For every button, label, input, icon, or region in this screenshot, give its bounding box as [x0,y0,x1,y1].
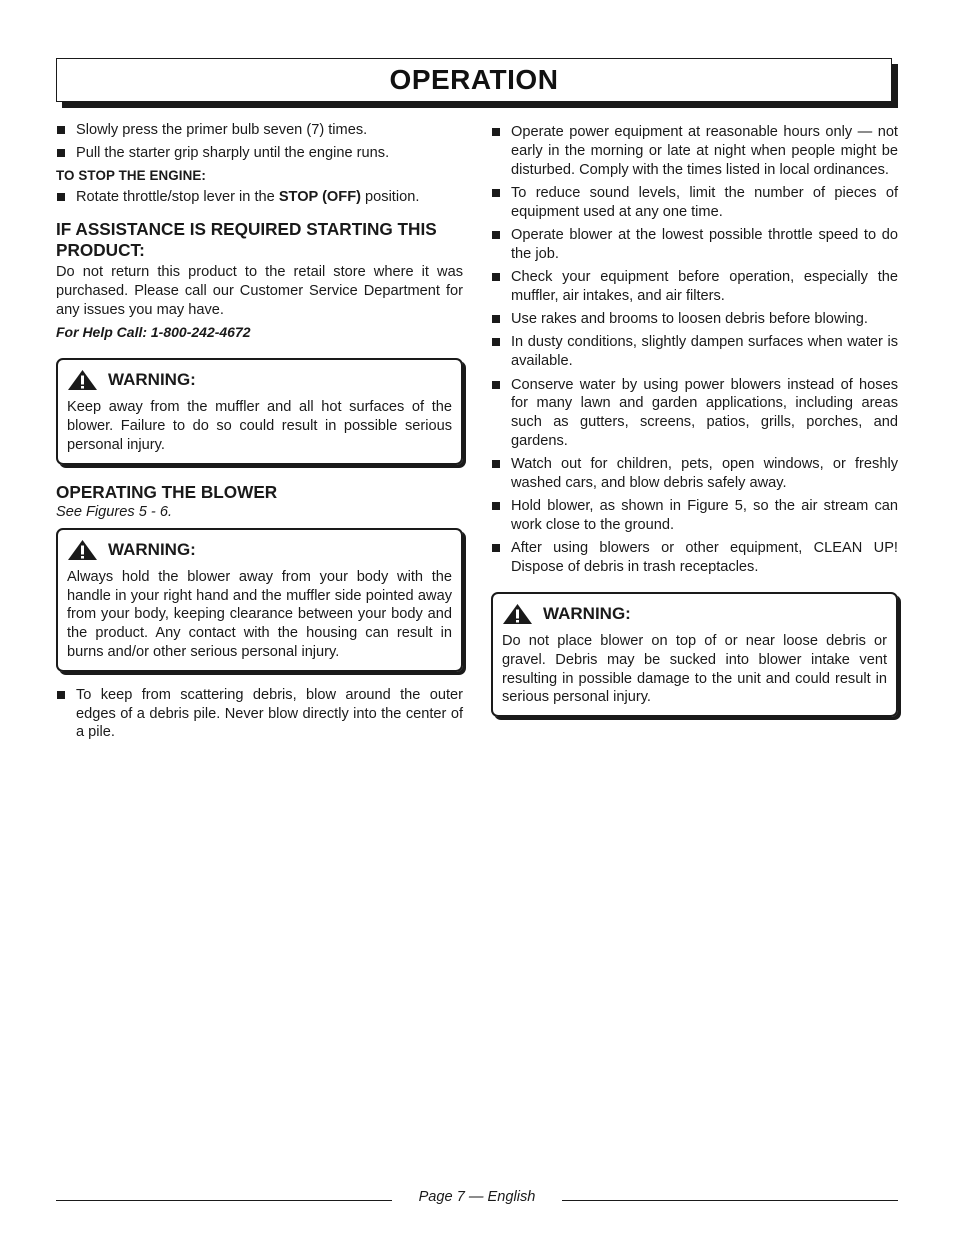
footer-rule-left [56,1200,392,1201]
bullet-check-equipment: Check your equipment before operation, especially the muffler, air intakes, and air filters. [491,268,898,306]
warning-triangle-icon [67,539,98,561]
bullet-rakes-brooms: Use rakes and brooms to loosen debris before blowing. [491,310,898,329]
bullet-hold-blower: Hold blower, as shown in Figure 5, so the air stream can work close to the ground. [491,497,898,535]
warning-label: WARNING: [543,604,631,624]
warning-text: Keep away from the muffler and all hot surfaces of the blower. Failure to do so could result in possible serious personal injury. [67,399,452,453]
right-column [491,123,898,717]
bullet-reasonable-hours: Operate power equipment at reasonable hours only — not early in the morning or late at night when people might be disturbed. Comply with the times listed in local ordinances. [491,123,898,179]
warning-box-hold-blower [56,528,463,672]
assist-heading: IF ASSISTANCE IS REQUIRED STARTING THIS PRODUCT: [56,219,437,261]
bullet-starter-grip: Pull the starter grip sharply until the engine runs. [56,144,463,163]
stop-text-after: position. [360,188,420,205]
warning-label: WARNING: [108,370,196,390]
help-call-line: For Help Call: 1-800-242-4672 [56,324,251,341]
warning-triangle-icon [502,603,533,625]
warning-header [67,539,452,561]
bullet-throttle-speed: Operate blower at the lowest possible throttle speed to do the job. [491,226,898,264]
bullet-clean-up: After using blowers or other equipment, CLEAN UP! Dispose of debris in trash receptacles. [491,539,898,577]
bullet-sound-levels: To reduce sound levels, limit the number of pieces of equipment used at any one time. [491,184,898,222]
warning-label: WARNING: [108,539,196,559]
warning-box-loose-debris [491,592,898,717]
warning-text: Do not place blower on top of or near loose debris or gravel. Debris may be sucked into blower intake vent resulting in possible damage to the unit and could result in serious personal injury. [502,633,887,706]
stop-text-before: Rotate throttle/stop lever in the [76,188,279,205]
left-column [56,121,463,747]
bullet-dusty-conditions: In dusty conditions, slightly dampen surfaces when water is available. [491,333,898,371]
warning-triangle-icon [67,369,98,391]
figures-reference: See Figures 5 - 6. [56,503,172,520]
warning-header [502,603,887,625]
bullet-conserve-water: Conserve water by using power blowers instead of hoses for many lawn and garden applications, including areas such as gutters, screens, patios, grills, porches, and gardens. [491,376,898,451]
assist-text: Do not return this product to the retail store where it was purchased. Please call our Customer Service Department for any issues you may have. [56,264,463,319]
stop-text-bold: STOP (OFF) [278,188,361,205]
page-title: OPERATION [389,64,559,95]
bullet-stop-engine [56,188,463,207]
warning-text: Always hold the blower away from your body with the handle in your right hand and the muffler side pointed away from your body, keeping clearance between your body and the product. Any contact with the housing can result in burns and/or other serious personal injury. [67,568,452,660]
footer-rule-right [562,1200,898,1201]
warning-box-muffler [56,358,463,464]
blower-heading: OPERATING THE BLOWER [56,481,278,502]
page-number: Page 7 — English [418,1189,536,1205]
header-banner [56,58,892,102]
bullet-primer: Slowly press the primer bulb seven (7) times. [56,121,463,140]
warning-header [67,369,452,391]
stop-engine-heading: TO STOP THE ENGINE: [56,167,206,183]
bullet-debris-pile: To keep from scattering debris, blow around the outer edges of a debris pile. Never blow directly into the center of a pile. [56,686,463,742]
bullet-watch-out: Watch out for children, pets, open windows, or freshly washed cars, and blow debris safely away. [491,455,898,493]
